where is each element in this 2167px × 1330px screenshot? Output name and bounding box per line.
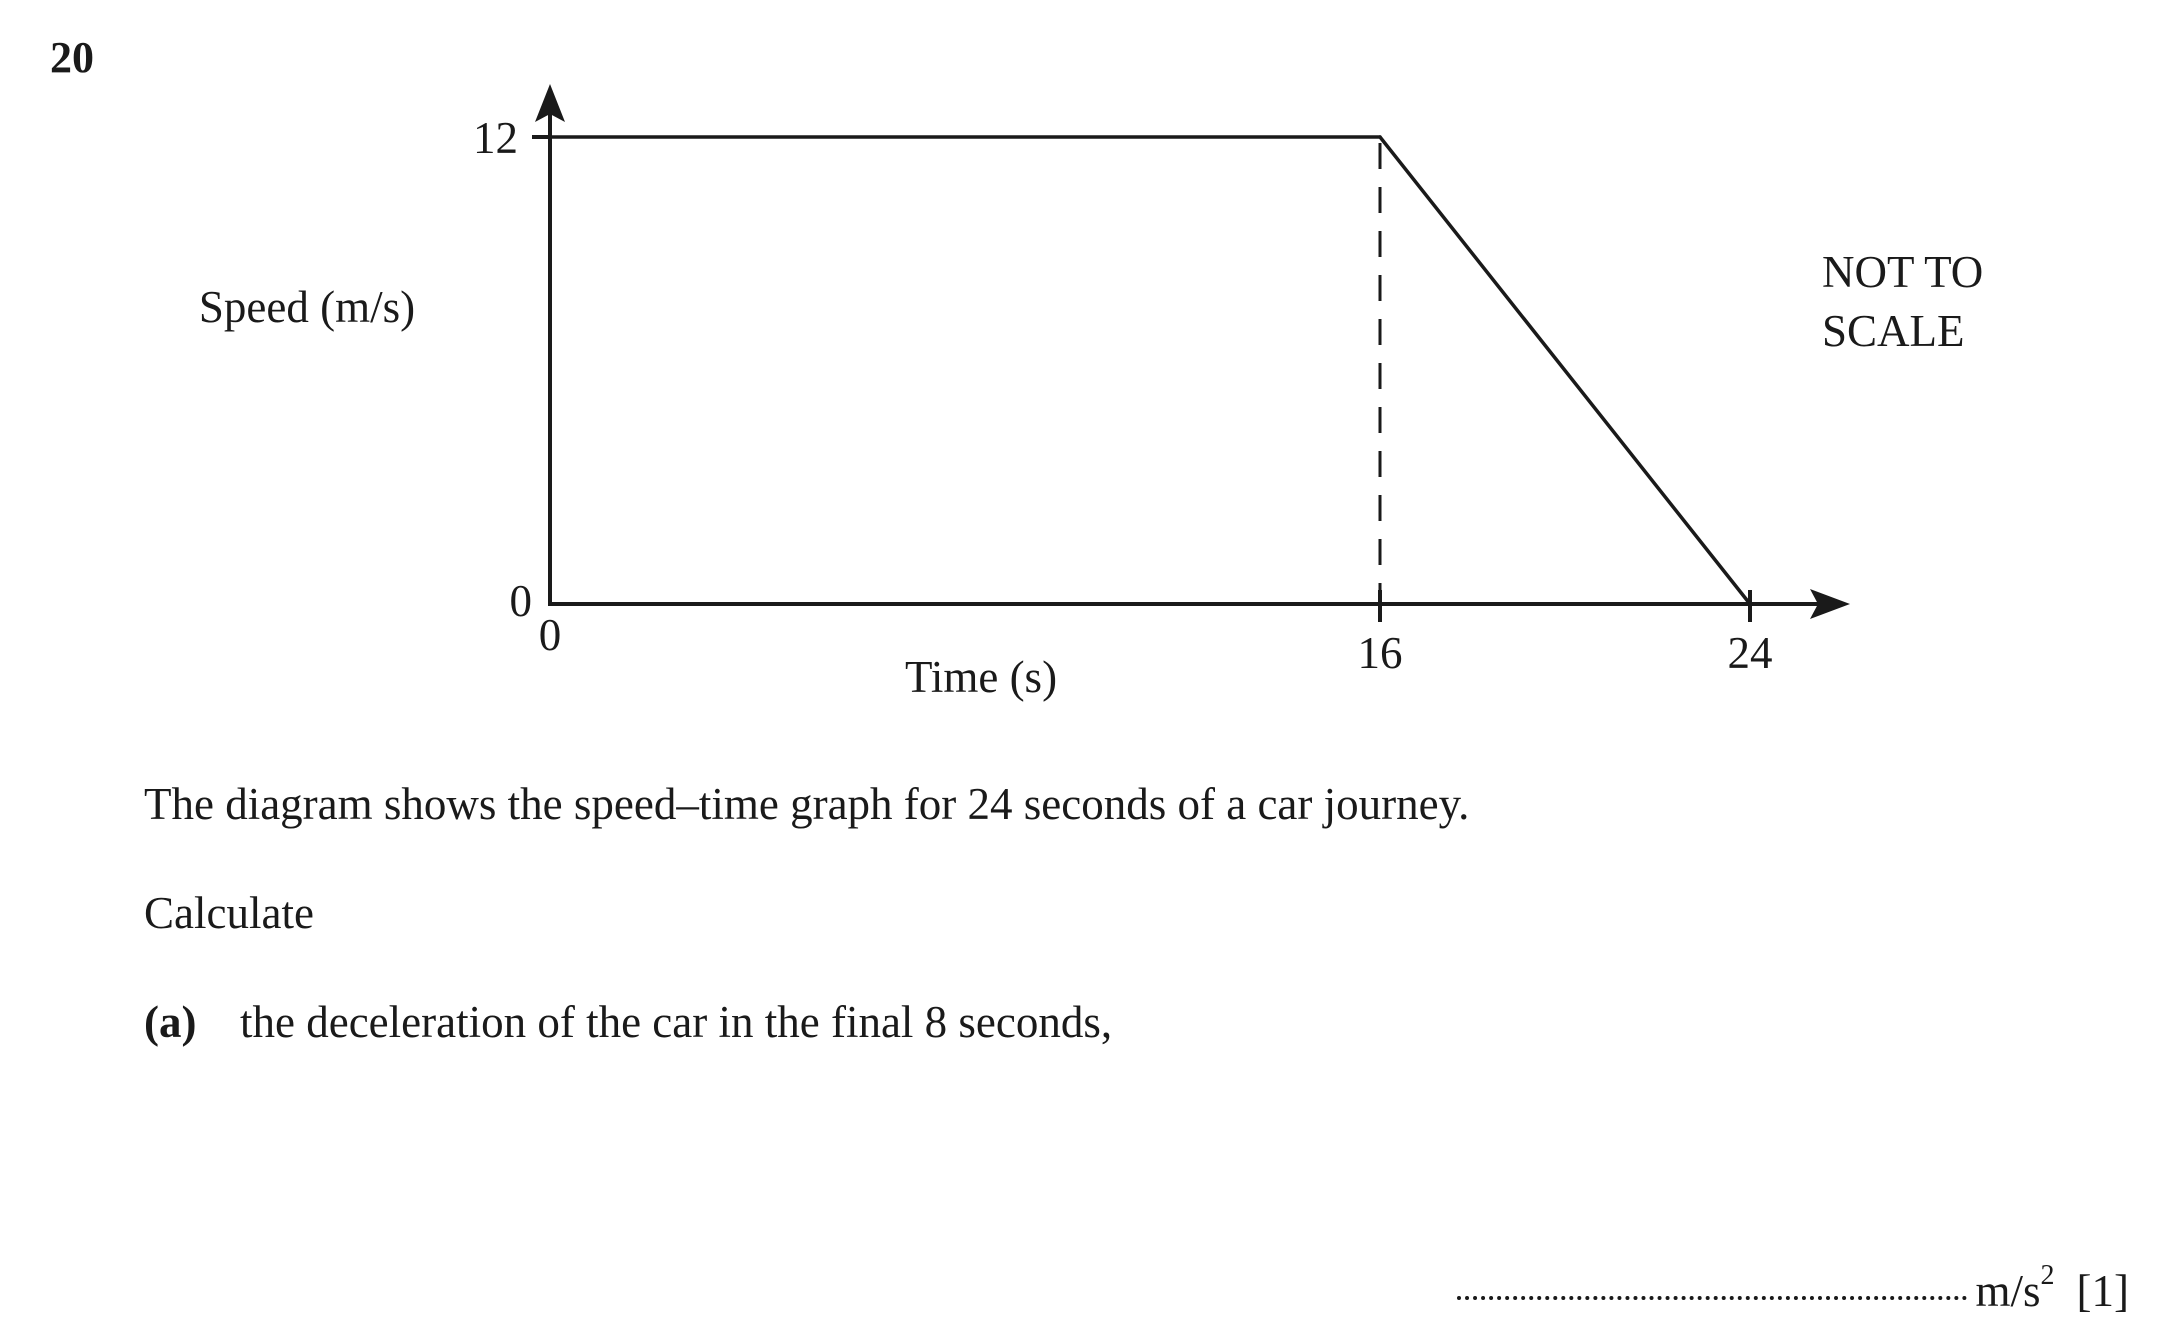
question-instruction: Calculate xyxy=(144,888,314,938)
part-a-text: the deceleration of the car in the final 8 seconds, xyxy=(240,997,1113,1047)
part-a-label: (a) xyxy=(144,997,197,1047)
not-to-scale-line-1: NOT TO xyxy=(1822,247,1984,297)
y-axis-label: Speed (m/s) xyxy=(198,282,416,332)
x-axis-label: Time (s) xyxy=(904,652,1058,702)
y-tick-label-0: 0 xyxy=(509,576,532,626)
question-number: 20 xyxy=(50,33,94,82)
x-tick-label-0: 0 xyxy=(538,610,562,660)
answer-unit-power: 2 xyxy=(2040,1260,2055,1291)
part-a xyxy=(144,997,1113,1047)
answer-line-a xyxy=(1457,1262,2129,1314)
marks: [1] xyxy=(2076,1266,2129,1316)
question-intro: The diagram shows the speed–time graph for 24 seconds of a car journey. xyxy=(144,779,1470,829)
answer-blank[interactable] xyxy=(1457,1295,1967,1300)
answer-unit: m/s xyxy=(1975,1266,2041,1316)
y-tick-label-12: 12 xyxy=(473,113,518,163)
x-tick-label-16: 16 xyxy=(1357,628,1403,678)
not-to-scale-line-2: SCALE xyxy=(1822,306,1965,356)
x-tick-label-24: 24 xyxy=(1727,628,1773,678)
series-segment-2 xyxy=(1380,137,1750,604)
